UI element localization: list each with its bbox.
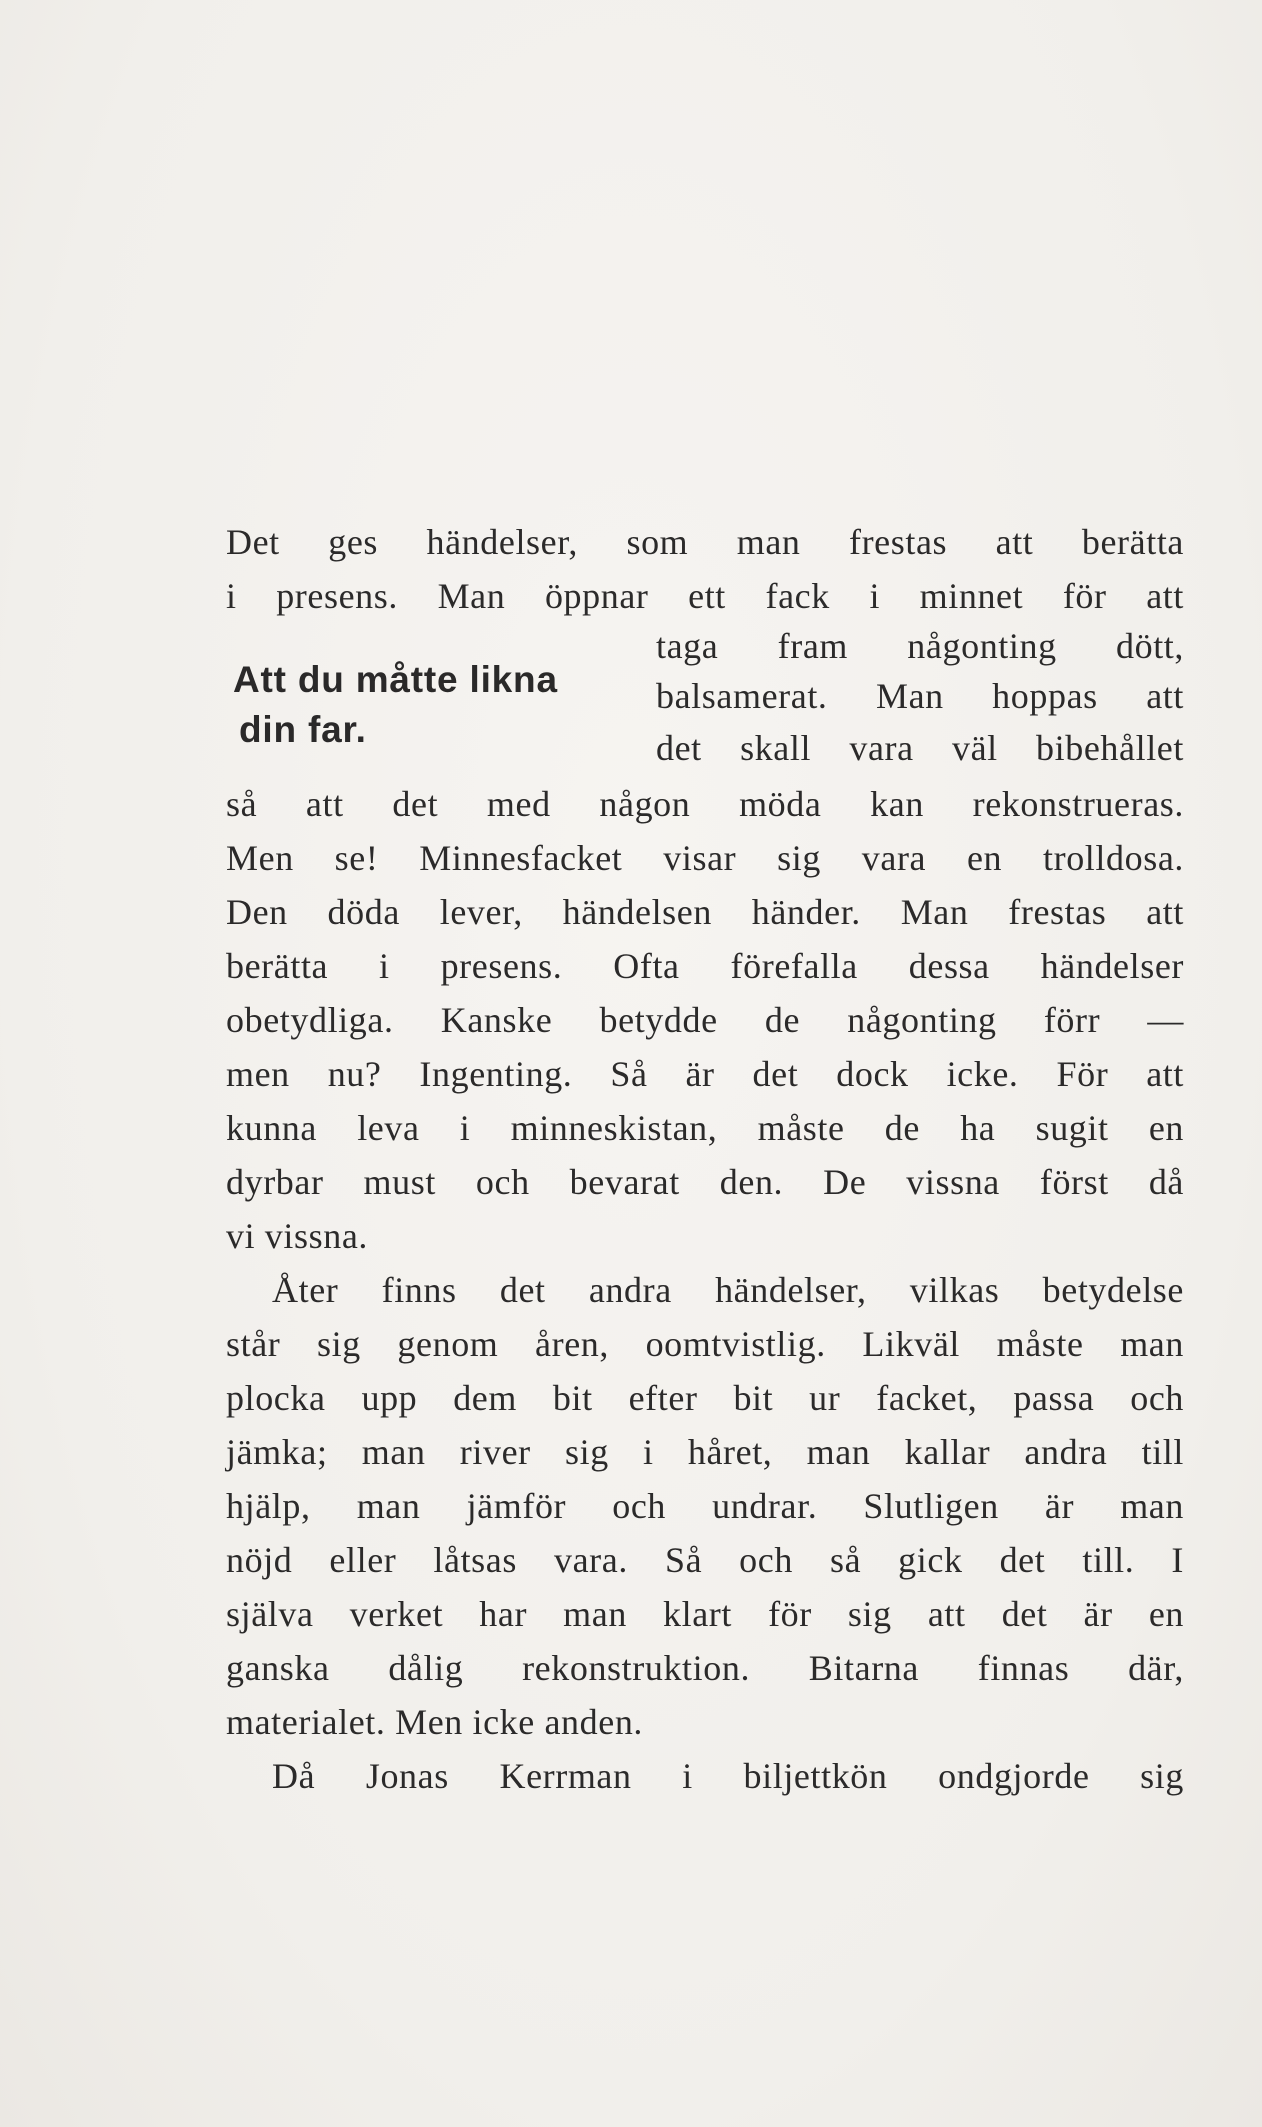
text-line: jämka; man river sig i håret, man kallar andra till: [226, 1432, 1184, 1472]
text-line: berätta i presens. Ofta förefalla dessa händelser: [226, 946, 1184, 986]
text-line: balsamerat. Man hoppas att: [656, 676, 1184, 716]
text-line: så att det med någon möda kan rekonstrueras.: [226, 784, 1184, 824]
text-line: Men se! Minnesfacket visar sig vara en trolldosa.: [226, 838, 1184, 878]
text-line: plocka upp dem bit efter bit ur facket, passa och: [226, 1378, 1184, 1418]
text-line: i presens. Man öppnar ett fack i minnet för att: [226, 576, 1184, 616]
side-heading-line-2: din far.: [239, 709, 367, 750]
text-line: själva verket har man klart för sig att det är en: [226, 1594, 1184, 1634]
text-line: Den döda lever, händelsen händer. Man frestas att: [226, 892, 1184, 932]
text-line: men nu? Ingenting. Så är det dock icke. För att: [226, 1054, 1184, 1094]
text-line: Åter finns det andra händelser, vilkas betydelse: [272, 1270, 1184, 1310]
text-line: Det ges händelser, som man frestas att berätta: [226, 522, 1184, 562]
text-line: obetydliga. Kanske betydde de någonting förr —: [226, 1000, 1184, 1040]
text-line: materialet. Men icke anden.: [226, 1702, 644, 1742]
text-line: ganska dålig rekonstruktion. Bitarna finnas där,: [226, 1648, 1184, 1688]
text-line: Då Jonas Kerrman i biljettkön ondgjorde sig: [272, 1756, 1184, 1796]
text-line: dyrbar must och bevarat den. De vissna först då: [226, 1162, 1184, 1202]
text-line: taga fram någonting dött,: [656, 626, 1184, 666]
text-line: hjälp, man jämför och undrar. Slutligen är man: [226, 1486, 1184, 1526]
text-line: kunna leva i minneskistan, måste de ha sugit en: [226, 1108, 1184, 1148]
text-line: det skall vara väl bibehållet: [656, 728, 1184, 768]
text-line: nöjd eller låtsas vara. Så och så gick det till. I: [226, 1540, 1184, 1580]
text-line: vi vissna.: [226, 1216, 369, 1256]
side-heading-line-1: Att du måtte likna: [233, 659, 558, 700]
text-line: står sig genom åren, oomtvistlig. Likväl måste man: [226, 1324, 1184, 1364]
chapter-side-heading: [233, 655, 558, 755]
